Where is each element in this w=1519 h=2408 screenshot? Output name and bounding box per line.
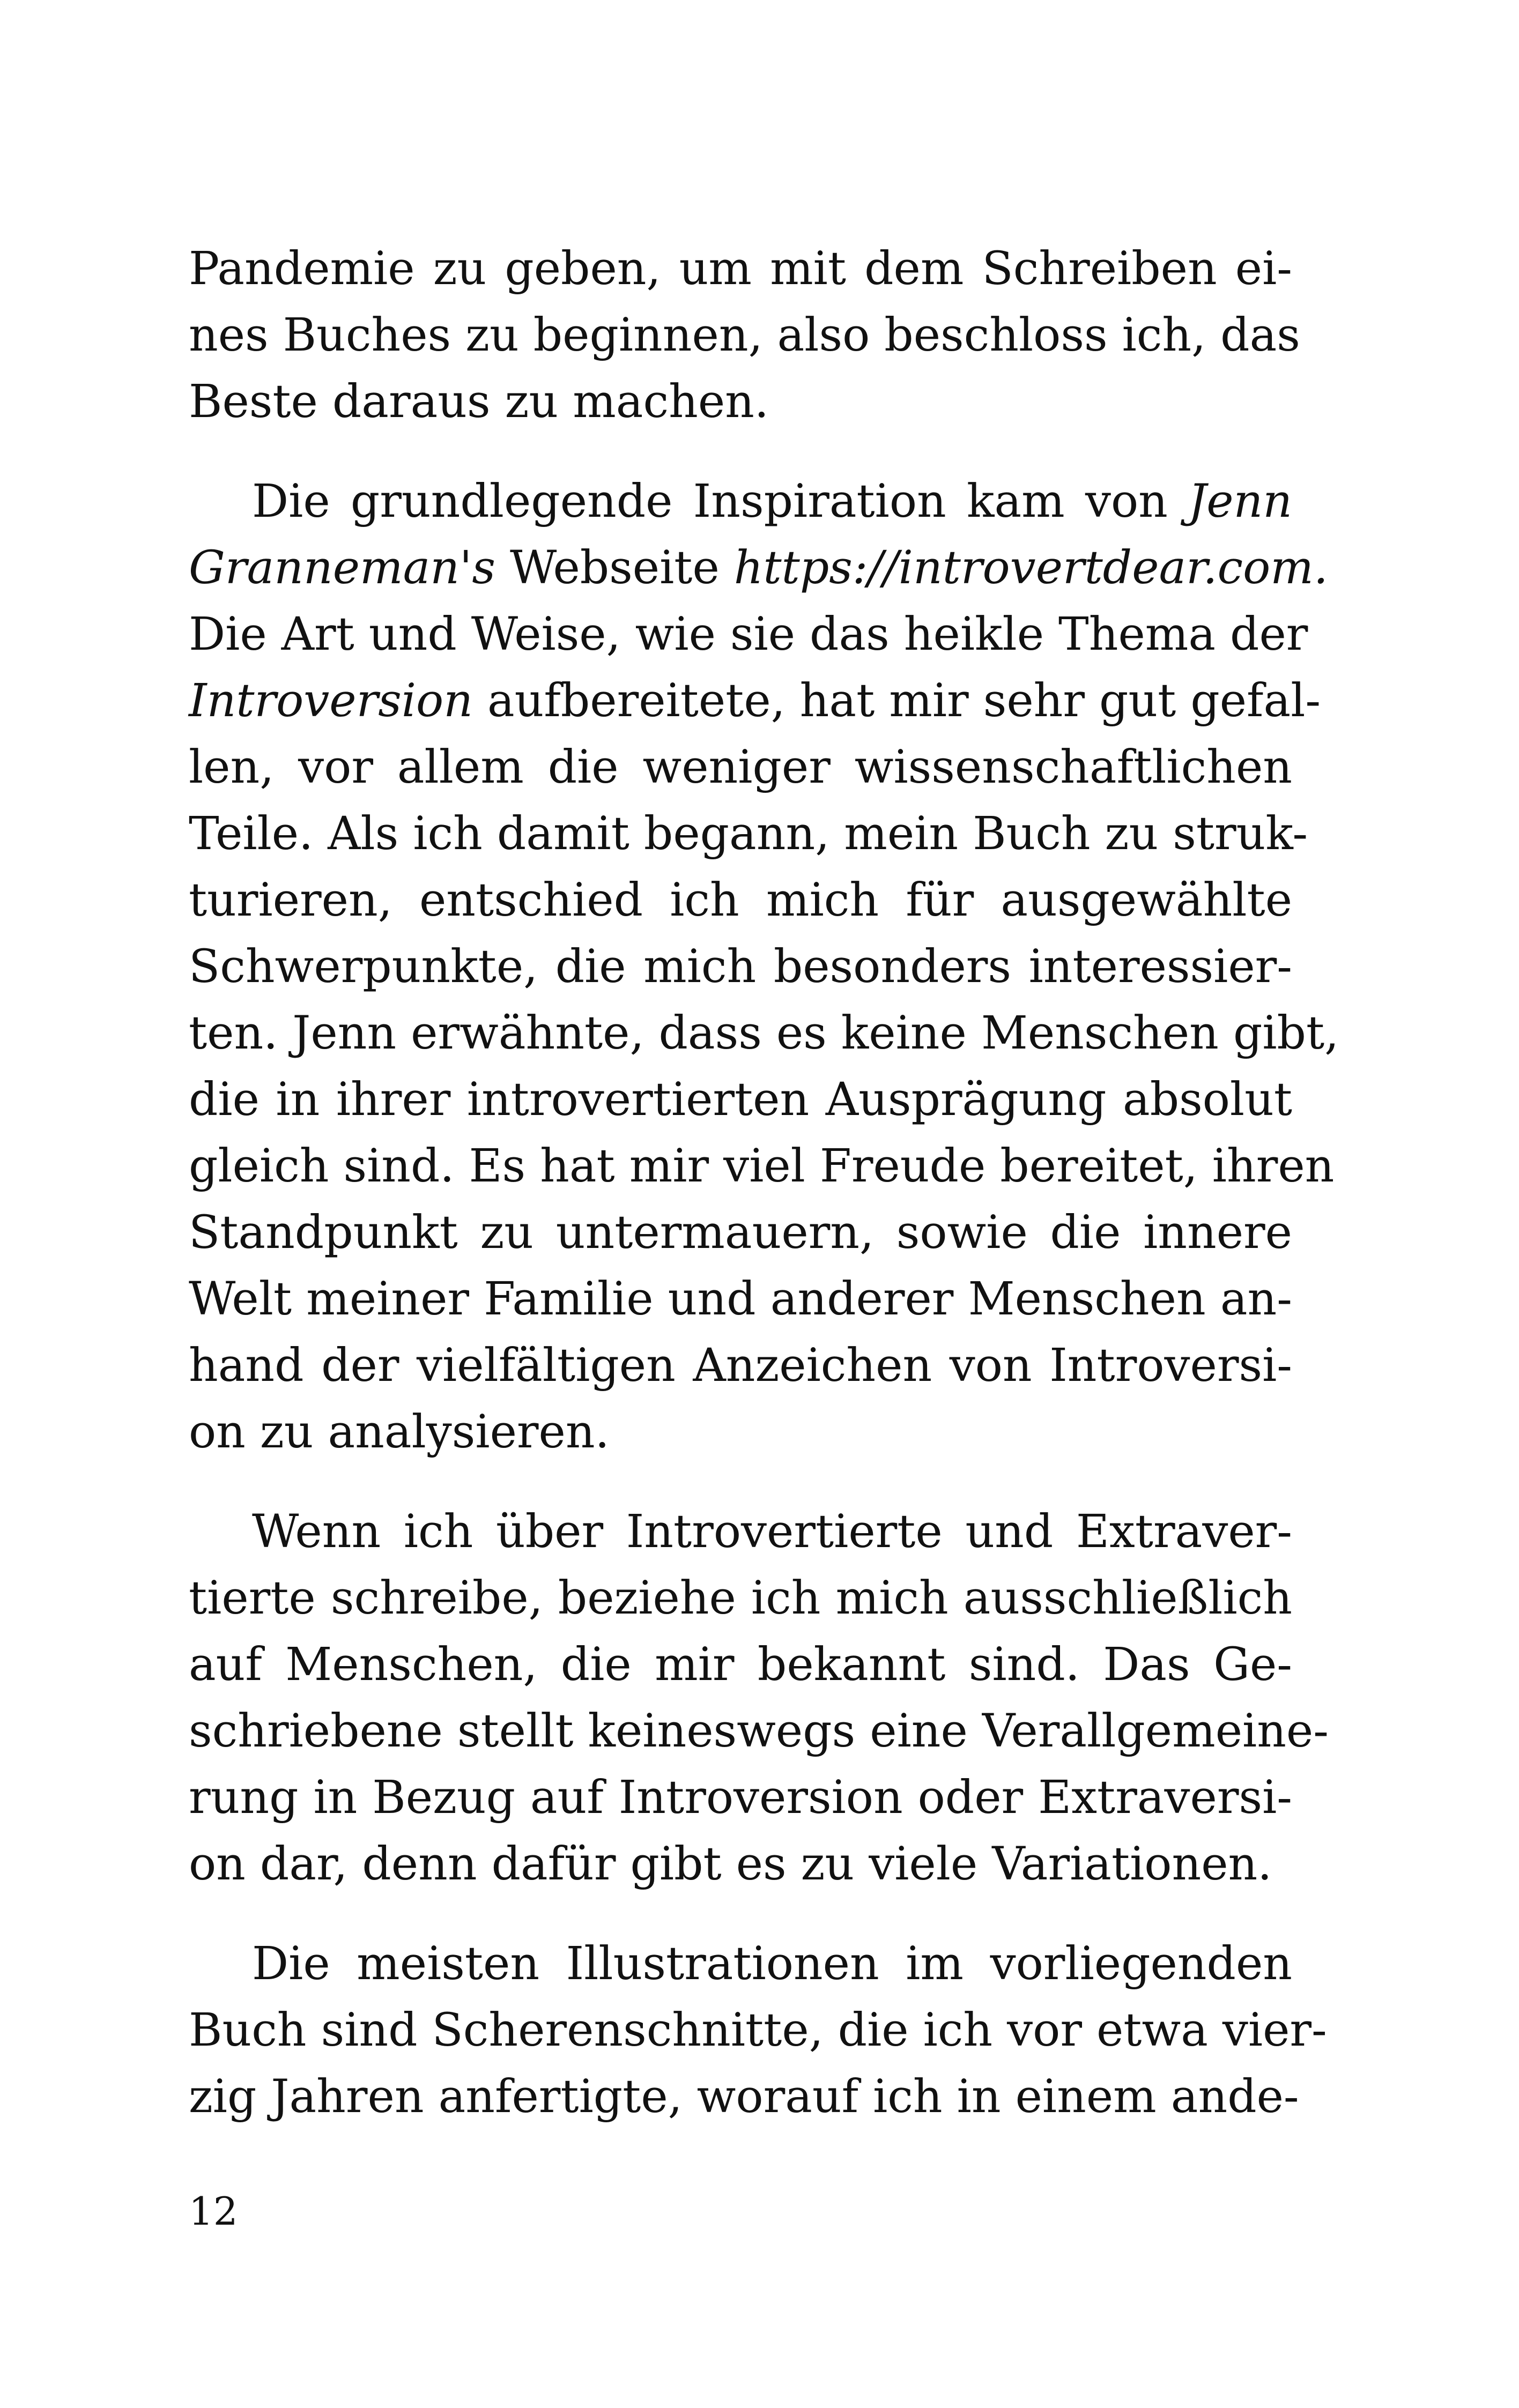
italic-text: Jenn <box>1188 475 1292 528</box>
italic-text: Introversion <box>189 674 473 727</box>
text-segment: tierte schreibe, beziehe ich mich ausschließlich <box>189 1572 1292 1625</box>
text-segment: turieren, entschied ich mich für ausgewählte <box>189 874 1292 927</box>
text-line <box>189 1333 1292 1399</box>
text-segment: len, vor allem die weniger wissenschaftlichen <box>189 741 1292 794</box>
page-number: 12 <box>189 2189 238 2234</box>
text-line <box>189 2064 1299 2130</box>
text-line <box>189 1067 1292 1133</box>
text-segment: Buch sind Scherenschnitte, die ich vor etwa vier- <box>189 2004 1327 2057</box>
text-line <box>189 934 1292 1000</box>
text-segment: hand der vielfältigen Anzeichen von Introversi- <box>189 1339 1292 1392</box>
text-segment: Standpunkt zu untermauern, sowie die innere <box>189 1206 1292 1259</box>
body-text <box>189 236 1339 2164</box>
text-line <box>189 1698 1329 1765</box>
text-segment: zig Jahren anfertigte, worauf ich in einem ande- <box>189 2070 1299 2123</box>
text-line <box>189 1931 1292 1997</box>
text-segment: Beste daraus zu machen. <box>189 375 769 428</box>
italic-text: Granneman's <box>189 541 496 594</box>
text-line <box>189 369 1292 435</box>
text-segment: on zu analysieren. <box>189 1406 610 1459</box>
text-segment: Webseite <box>495 541 734 594</box>
text-line <box>189 1565 1292 1632</box>
text-segment: gleich sind. Es hat mir viel Freude bereitet, ihren <box>189 1140 1335 1193</box>
text-line <box>189 1200 1292 1266</box>
text-segment: Teile. Als ich damit begann, mein Buch zu struk- <box>189 807 1308 860</box>
text-line <box>189 1000 1339 1067</box>
text-line <box>189 1831 1292 1898</box>
text-line <box>189 469 1292 535</box>
text-line <box>189 1499 1292 1565</box>
text-segment: Die meisten Illustrationen im vorliegenden <box>252 1937 1292 1990</box>
text-line <box>189 601 1308 668</box>
text-segment: Die grundlegende Inspiration kam von <box>252 475 1189 528</box>
text-segment: nes Buches zu beginnen, also beschloss ich, das <box>189 309 1300 362</box>
text-segment: on dar, denn dafür gibt es zu viele Variationen. <box>189 1838 1272 1891</box>
text-line <box>189 1765 1292 1831</box>
text-line <box>189 302 1300 369</box>
text-line <box>189 1399 1292 1466</box>
text-segment: Pandemie zu geben, um mit dem Schreiben ei- <box>189 242 1292 295</box>
text-segment: ten. Jenn erwähnte, dass es keine Menschen gibt, <box>189 1007 1339 1060</box>
text-line <box>189 1266 1292 1333</box>
text-line <box>189 1133 1335 1200</box>
paragraph <box>189 1931 1327 2130</box>
text-segment: Die Art und Weise, wie sie das heikle Thema der <box>189 608 1308 661</box>
text-line <box>189 535 1328 601</box>
text-segment: rung in Bezug auf Introversion oder Extraversi- <box>189 1771 1292 1824</box>
text-line <box>189 1632 1292 1698</box>
text-segment: Wenn ich über Introvertierte und Extraver- <box>252 1505 1292 1558</box>
text-segment: schriebene stellt keineswegs eine Verallgemeine- <box>189 1705 1329 1758</box>
text-segment: die in ihrer introvertierten Ausprägung absolut <box>189 1073 1292 1126</box>
text-line <box>189 734 1292 801</box>
paragraph <box>189 469 1339 1466</box>
text-line <box>189 1997 1327 2064</box>
text-line <box>189 668 1321 734</box>
text-line <box>189 236 1292 302</box>
text-segment: Schwerpunkte, die mich besonders interessier- <box>189 940 1292 993</box>
italic-text: https://introvertdear.com. <box>733 541 1328 594</box>
text-segment: aufbereitete, hat mir sehr gut gefal- <box>472 674 1321 727</box>
paragraph <box>189 236 1300 435</box>
text-segment: Welt meiner Familie und anderer Menschen an- <box>189 1273 1292 1326</box>
text-line <box>189 801 1308 867</box>
text-line <box>189 867 1292 934</box>
text-segment: auf Menschen, die mir bekannt sind. Das Ge- <box>189 1638 1292 1691</box>
paragraph <box>189 1499 1329 1898</box>
